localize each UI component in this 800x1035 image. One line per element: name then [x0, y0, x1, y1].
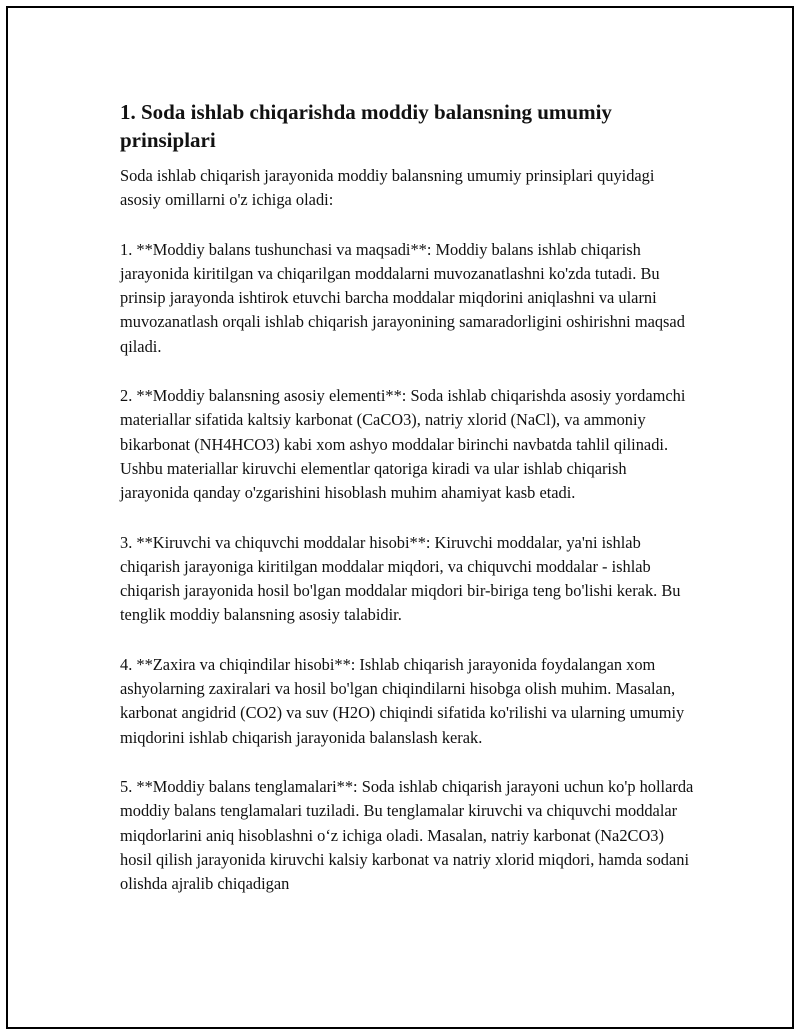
- paragraph-item-1: 1. **Moddiy balans tushunchasi va maqsadi**: Moddiy balans ishlab chiqarish jarayonida kiritilgan va chiqarilgan moddalarni muvozanatlashni ko'zda tutadi. Bu prinsip jarayonda ishtirok etuvchi barcha moddalar miqdorini aniqlashni va ularni muvozanatlash orqali ishlab chiqarish jarayonining samaradorligini oshirishni maqsad qiladi.: [120, 239, 685, 356]
- document-body: [120, 98, 696, 921]
- intro-paragraph: Soda ishlab chiqarish jarayonida moddiy balansning umumiy prinsiplari quyidagi asosiy omillarni o'z ichiga oladi:: [120, 166, 655, 210]
- document-page: [6, 6, 794, 1029]
- paragraph-item-5: 5. **Moddiy balans tenglamalari**: Soda ishlab chiqarish jarayoni uchun ko'p hollarda moddiy balans tenglamalari tuziladi. Bu tenglamalar kiruvchi va chiquvchi moddalar miqdorlarini aniq hisoblashni o‘z ichiga oladi. Masalan, natriy karbonat (Na2CO3) hosil qilish jarayonida kiruvchi kalsiy karbonat va natriy xlorid miqdori, hamda sodani olishda ajralib chiqadigan: [120, 776, 694, 894]
- paragraph-item-2: 2. **Moddiy balansning asosiy elementi**: Soda ishlab chiqarishda asosiy yordamchi materiallar sifatida kaltsiy karbonat (CaCO3), natriy xlorid (NaCl), va ammoniy bikarbonat (NH4HCO3) kabi xom ashyo moddalar birinchi navbatda tahlil qilinadi. Ushbu materiallar kiruvchi elementlar qatoriga kiradi va ular ishlab chiqarish jarayonida qanday o'zgarishini hisoblash muhim ahamiyat kasb etadi.: [120, 386, 686, 503]
- section-heading: 1. Soda ishlab chiqarishda moddiy balansning umumiy prinsiplari: [120, 100, 612, 152]
- paragraph-item-4: 4. **Zaxira va chiqindilar hisobi**: Ishlab chiqarish jarayonida foydalangan xom ashyolarning zaxiralari va hosil bo'lgan chiqindilarni hisobga olish muhim. Masalan, karbonat angidrid (CO2) va suv (H2O) chiqindi sifatida ko'rilishi va ularning umumiy miqdorini ishlab chiqarish jarayonida balanslash kerak.: [120, 654, 685, 747]
- paragraph-item-3: 3. **Kiruvchi va chiquvchi moddalar hisobi**: Kiruvchi moddalar, ya'ni ishlab chiqarish jarayoniga kiritilgan moddalar miqdori, va chiquvchi moddalar - ishlab chiqarish jarayonida hosil bo'lgan moddalar miqdori bir-biriga teng bo'lishi kerak. Bu tenglik moddiy balansning asosiy talabidir.: [120, 532, 681, 625]
